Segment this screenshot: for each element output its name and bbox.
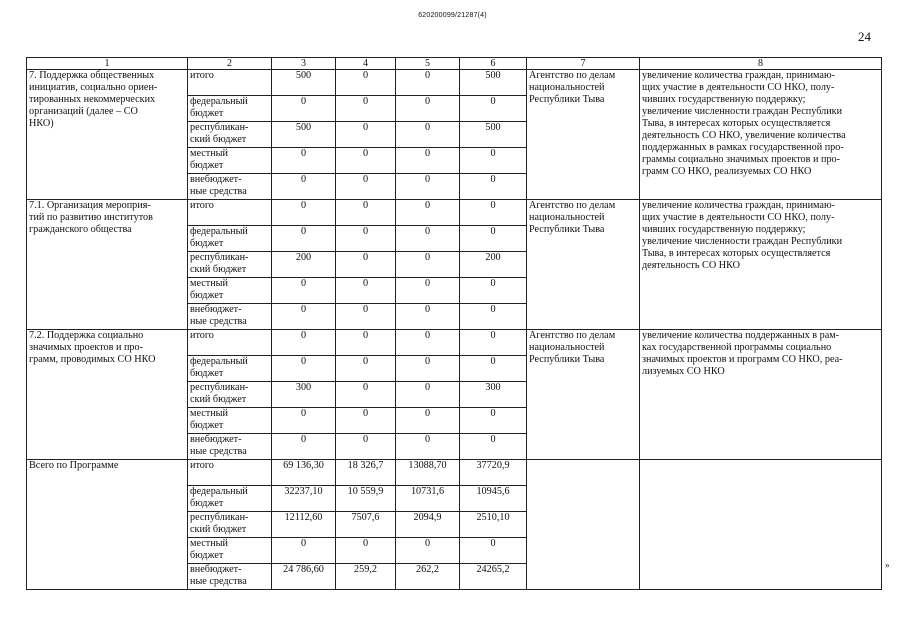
amount-cell: 0	[272, 200, 336, 226]
amount-cell: 24265,2	[460, 564, 527, 590]
header-row	[27, 58, 882, 70]
amount-cell: 0	[272, 174, 336, 200]
amount-cell: 0	[396, 538, 460, 564]
amount-cell: 259,2	[336, 564, 396, 590]
amount-cell: 0	[272, 226, 336, 252]
amount-cell: 0	[460, 434, 527, 460]
funding-source: местный бюджет	[188, 538, 272, 564]
amount-cell: 0	[336, 96, 396, 122]
amount-cell: 0	[272, 538, 336, 564]
amount-cell: 0	[272, 330, 336, 356]
amount-cell: 0	[272, 356, 336, 382]
amount-cell: 500	[272, 122, 336, 148]
funding-source: местный бюджет	[188, 278, 272, 304]
amount-cell: 0	[460, 200, 527, 226]
amount-cell: 0	[336, 200, 396, 226]
amount-cell: 0	[396, 382, 460, 408]
amount-cell: 200	[460, 252, 527, 278]
side-mark: »	[885, 560, 890, 570]
activity-name: 7.1. Организация мероприя- тий по развитию институтов гражданского общества	[27, 200, 188, 330]
funding-source: итого	[188, 330, 272, 356]
amount-cell: 262,2	[396, 564, 460, 590]
document-id: 620200099/21287(4)	[418, 12, 487, 19]
amount-cell: 0	[336, 148, 396, 174]
table-row	[27, 200, 882, 226]
funding-source: федеральный бюджет	[188, 356, 272, 382]
amount-cell: 7507,6	[336, 512, 396, 538]
amount-cell: 0	[460, 174, 527, 200]
expected-results: увеличение количества поддержанных в рам- ках государственной программы социально значимых проектов и программ СО НКО, реа- лизуемых СО НКО	[640, 330, 882, 460]
amount-cell: 0	[272, 96, 336, 122]
funding-source: республикан- ский бюджет	[188, 512, 272, 538]
column-header: 2	[188, 58, 272, 70]
amount-cell: 0	[396, 174, 460, 200]
amount-cell: 0	[396, 252, 460, 278]
amount-cell: 0	[460, 226, 527, 252]
funding-source: федеральный бюджет	[188, 226, 272, 252]
expected-results: увеличение количества граждан, принимаю- щих участие в деятельности СО НКО, полу- чивших государственную поддержку; увеличение численности граждан Республики Тыва, в интересах которых осуществляется деятельность СО НКО, увеличение количества поддержанных в рамках государственной про- граммы социально значимых проектов и про- грамм СО НКО, реализуемых СО НКО	[640, 70, 882, 200]
amount-cell: 0	[336, 122, 396, 148]
amount-cell: 0	[396, 200, 460, 226]
program-table	[26, 57, 882, 590]
column-header: 4	[336, 58, 396, 70]
column-header: 5	[396, 58, 460, 70]
amount-cell: 0	[396, 408, 460, 434]
amount-cell: 0	[272, 278, 336, 304]
amount-cell: 0	[396, 226, 460, 252]
amount-cell: 0	[272, 408, 336, 434]
amount-cell: 0	[396, 304, 460, 330]
amount-cell: 0	[336, 434, 396, 460]
amount-cell: 37720,9	[460, 460, 527, 486]
amount-cell: 0	[396, 96, 460, 122]
amount-cell: 0	[272, 434, 336, 460]
expected-results: увеличение количества граждан, принимаю- щих участие в деятельности СО НКО, полу- чивших государственную поддержку; увеличение численности граждан Республики Тыва, в интересах которых осуществляется деятельность СО НКО	[640, 200, 882, 330]
amount-cell: 0	[336, 330, 396, 356]
amount-cell: 500	[272, 70, 336, 96]
amount-cell: 0	[460, 356, 527, 382]
amount-cell: 0	[336, 408, 396, 434]
page-number: 24	[858, 29, 871, 44]
amount-cell: 0	[336, 278, 396, 304]
amount-cell: 24 786,60	[272, 564, 336, 590]
amount-cell: 0	[336, 252, 396, 278]
amount-cell: 0	[460, 148, 527, 174]
activity-name: 7. Поддержка общественных инициатив, социально ориен- тированных некоммерческих организаций (далее – СО НКО)	[27, 70, 188, 200]
amount-cell: 0	[336, 226, 396, 252]
funding-source: внебюджет- ные средства	[188, 174, 272, 200]
funding-source: республикан- ский бюджет	[188, 252, 272, 278]
amount-cell: 10 559,9	[336, 486, 396, 512]
funding-source: федеральный бюджет	[188, 486, 272, 512]
amount-cell: 0	[396, 70, 460, 96]
column-header: 8	[640, 58, 882, 70]
funding-source: итого	[188, 200, 272, 226]
responsible-agency: Агентство по делам национальностей Республики Тыва	[527, 70, 640, 200]
table-row	[27, 330, 882, 356]
amount-cell: 0	[336, 382, 396, 408]
amount-cell: 32237,10	[272, 486, 336, 512]
amount-cell: 0	[460, 538, 527, 564]
funding-source: местный бюджет	[188, 148, 272, 174]
amount-cell: 0	[460, 408, 527, 434]
funding-source: внебюджет- ные средства	[188, 304, 272, 330]
amount-cell: 0	[396, 330, 460, 356]
amount-cell: 0	[336, 356, 396, 382]
activity-name: 7.2. Поддержка социально значимых проектов и про- грамм, проводимых СО НКО	[27, 330, 188, 460]
amount-cell: 0	[396, 148, 460, 174]
expected-results	[640, 460, 882, 590]
amount-cell: 0	[336, 538, 396, 564]
amount-cell: 0	[396, 122, 460, 148]
column-header: 1	[27, 58, 188, 70]
amount-cell: 0	[460, 304, 527, 330]
amount-cell: 10945,6	[460, 486, 527, 512]
amount-cell: 12112,60	[272, 512, 336, 538]
amount-cell: 0	[272, 304, 336, 330]
amount-cell: 0	[396, 434, 460, 460]
column-header: 6	[460, 58, 527, 70]
amount-cell: 18 326,7	[336, 460, 396, 486]
amount-cell: 0	[460, 278, 527, 304]
column-header: 3	[272, 58, 336, 70]
amount-cell: 500	[460, 70, 527, 96]
funding-source: республикан- ский бюджет	[188, 382, 272, 408]
funding-source: итого	[188, 70, 272, 96]
column-header: 7	[527, 58, 640, 70]
activity-name: Всего по Программе	[27, 460, 188, 590]
funding-source: федеральный бюджет	[188, 96, 272, 122]
amount-cell: 0	[336, 70, 396, 96]
funding-source: внебюджет- ные средства	[188, 434, 272, 460]
funding-source: местный бюджет	[188, 408, 272, 434]
amount-cell: 500	[460, 122, 527, 148]
amount-cell: 300	[460, 382, 527, 408]
funding-source: республикан- ский бюджет	[188, 122, 272, 148]
responsible-agency: Агентство по делам национальностей Республики Тыва	[527, 330, 640, 460]
amount-cell: 0	[272, 148, 336, 174]
amount-cell: 0	[460, 330, 527, 356]
amount-cell: 0	[396, 356, 460, 382]
amount-cell: 0	[396, 278, 460, 304]
amount-cell: 0	[336, 174, 396, 200]
amount-cell: 0	[336, 304, 396, 330]
amount-cell: 2094,9	[396, 512, 460, 538]
table-row	[27, 460, 882, 486]
amount-cell: 69 136,30	[272, 460, 336, 486]
table-row	[27, 70, 882, 96]
funding-source: итого	[188, 460, 272, 486]
funding-source: внебюджет- ные средства	[188, 564, 272, 590]
responsible-agency: Агентство по делам национальностей Республики Тыва	[527, 200, 640, 330]
amount-cell: 2510,10	[460, 512, 527, 538]
responsible-agency	[527, 460, 640, 590]
amount-cell: 13088,70	[396, 460, 460, 486]
amount-cell: 10731,6	[396, 486, 460, 512]
amount-cell: 0	[460, 96, 527, 122]
amount-cell: 200	[272, 252, 336, 278]
amount-cell: 300	[272, 382, 336, 408]
